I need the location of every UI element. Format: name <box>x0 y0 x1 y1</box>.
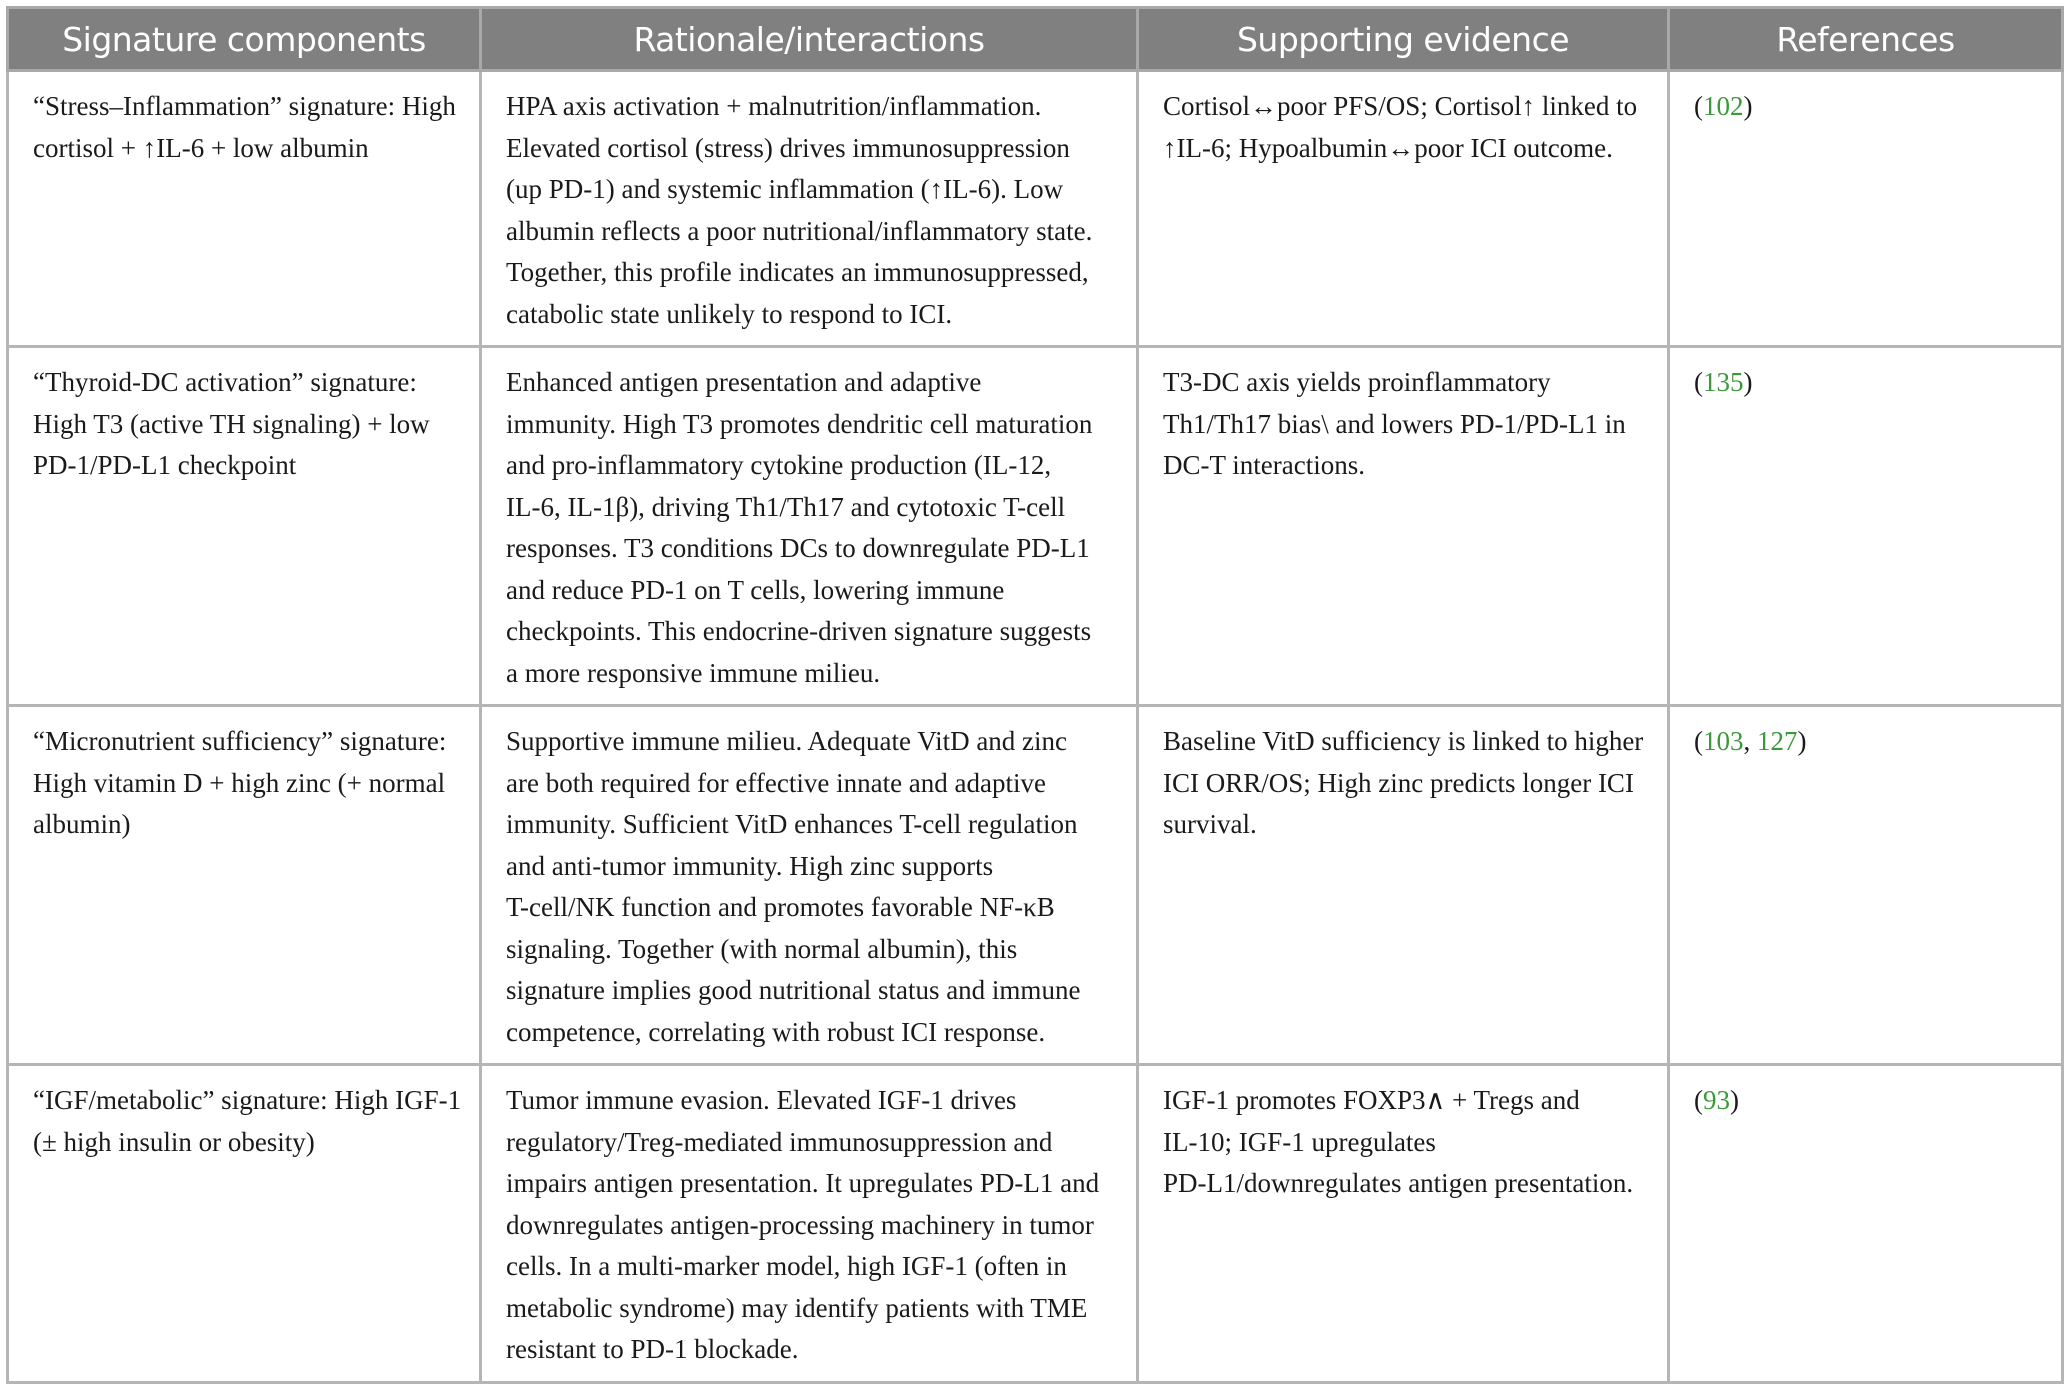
text-line: High vitamin D + high zinc (+ normal <box>33 767 446 798</box>
text-line: downregulates antigen-processing machinery in tumor <box>506 1209 1094 1240</box>
text-line: Elevated cortisol (stress) drives immunosuppression <box>506 132 1070 163</box>
references-cell: (93) <box>1669 1065 2063 1383</box>
text-line: immunity. Sufficient VitD enhances T-cell regulation <box>506 809 1078 839</box>
signature-table <box>6 6 2064 1384</box>
text-line: are both required for effective innate and adaptive <box>506 767 1046 798</box>
evidence-cell <box>1138 706 1669 1065</box>
header-signature-components: Signature components <box>8 8 481 71</box>
text-line: signature implies good nutritional status and immune <box>506 975 1081 1005</box>
text-line: albumin reflects a poor nutritional/inflammatory state. <box>506 215 1093 246</box>
rationale-cell <box>481 71 1138 347</box>
text-line: Together, this profile indicates an immunosuppressed, <box>506 257 1089 287</box>
text-line: “Micronutrient sufficiency” signature: <box>33 726 447 756</box>
text-line: catabolic state unlikely to respond to ICI. <box>506 298 953 329</box>
text-line: ICI ORR/OS; High zinc predicts longer ICI <box>1163 767 1634 798</box>
text-line: Th1/Th17 bias\ and lowers PD-1/PD-L1 in <box>1163 408 1626 439</box>
rationale-cell <box>481 347 1138 706</box>
header-row <box>8 8 2063 71</box>
text-line: High T3 (active TH signaling) + low <box>33 408 430 439</box>
reference-link[interactable]: 135 <box>1703 367 1744 397</box>
text-line: cells. In a multi-marker model, high IGF-1 (often in <box>506 1251 1067 1281</box>
text-line: IGF-1 promotes FOXP3∧ + Tregs and <box>1163 1085 1580 1115</box>
text-line: (± high insulin or obesity) <box>33 1126 315 1157</box>
references-cell: (102) <box>1669 71 2063 347</box>
rationale-cell <box>481 1065 1138 1383</box>
text-line: Enhanced antigen presentation and adaptive <box>506 367 982 397</box>
header-references: References <box>1669 8 2063 71</box>
text-line: a more responsive immune milieu. <box>506 657 881 688</box>
reference-link[interactable]: 103 <box>1703 726 1744 756</box>
text-line: PD-L1/downregulates antigen presentation. <box>1163 1168 1634 1198</box>
text-line: “Thyroid-DC activation” signature: <box>33 367 417 397</box>
text-line: HPA axis activation + malnutrition/inflammation. <box>506 91 1042 121</box>
text-line: “Stress–Inflammation” signature: High <box>33 91 456 121</box>
reference-link[interactable]: 93 <box>1703 1085 1730 1115</box>
text-line: survival. <box>1163 809 1257 839</box>
text-line: Baseline VitD sufficiency is linked to higher <box>1163 726 1644 756</box>
text-line: PD-1/PD-L1 checkpoint <box>33 450 297 480</box>
text-line: cortisol + ↑IL-6 + low albumin <box>33 132 369 163</box>
text-line: Cortisol↔poor PFS/OS; Cortisol↑ linked to <box>1163 91 1638 121</box>
evidence-cell <box>1138 1065 1669 1383</box>
text-line: checkpoints. This endocrine-driven signature suggests <box>506 616 1092 646</box>
text-line: competence, correlating with robust ICI response. <box>506 1016 1046 1047</box>
reference-link[interactable]: 127 <box>1757 726 1798 756</box>
text-line: responses. T3 conditions DCs to downregulate PD-L1 <box>506 533 1090 563</box>
text-line: albumin) <box>33 809 131 839</box>
header-supporting-evidence: Supporting evidence <box>1138 8 1669 71</box>
table-row <box>8 1065 2063 1383</box>
reference-link[interactable]: 102 <box>1703 91 1744 121</box>
text-line: Supportive immune milieu. Adequate VitD and zinc <box>506 726 1068 756</box>
text-line: Tumor immune evasion. Elevated IGF-1 drives <box>506 1085 1017 1115</box>
signature-cell <box>8 71 481 347</box>
signature-cell <box>8 706 481 1065</box>
text-line: ↑IL-6; Hypoalbumin↔poor ICI outcome. <box>1163 132 1613 163</box>
table-row <box>8 71 2063 347</box>
table-body <box>8 71 2063 1383</box>
table-row <box>8 706 2063 1065</box>
text-line: IL-10; IGF-1 upregulates <box>1163 1126 1436 1157</box>
text-line: and pro-inflammatory cytokine production (IL-12, <box>506 450 1052 480</box>
text-line: signaling. Together (with normal albumin), this <box>506 933 1018 964</box>
rationale-cell <box>481 706 1138 1065</box>
text-line: IL-6, IL-1β), driving Th1/Th17 and cytotoxic T-cell <box>506 491 1066 522</box>
references-cell: (103, 127) <box>1669 706 2063 1065</box>
header-rationale: Rationale/interactions <box>481 8 1138 71</box>
text-line: “IGF/metabolic” signature: High IGF-1 <box>33 1085 462 1115</box>
evidence-cell <box>1138 347 1669 706</box>
text-line: T-cell/NK function and promotes favorable NF-κB <box>506 892 1055 922</box>
text-line: DC-T interactions. <box>1163 450 1365 480</box>
text-line: and reduce PD-1 on T cells, lowering immune <box>506 574 1005 605</box>
text-line: immunity. High T3 promotes dendritic cell maturation <box>506 408 1093 439</box>
signature-cell <box>8 1065 481 1383</box>
text-line: (up PD-1) and systemic inflammation (↑IL-6). Low <box>506 174 1064 204</box>
evidence-cell <box>1138 71 1669 347</box>
text-line: metabolic syndrome) may identify patients with TME <box>506 1292 1088 1323</box>
text-line: regulatory/Treg-mediated immunosuppression and <box>506 1126 1053 1157</box>
text-line: impairs antigen presentation. It upregulates PD-L1 and <box>506 1168 1100 1198</box>
signature-cell <box>8 347 481 706</box>
references-cell: (135) <box>1669 347 2063 706</box>
table-row <box>8 347 2063 706</box>
text-line: T3-DC axis yields proinflammatory <box>1163 367 1551 397</box>
text-line: resistant to PD-1 blockade. <box>506 1334 799 1364</box>
text-line: and anti-tumor immunity. High zinc supports <box>506 850 994 881</box>
